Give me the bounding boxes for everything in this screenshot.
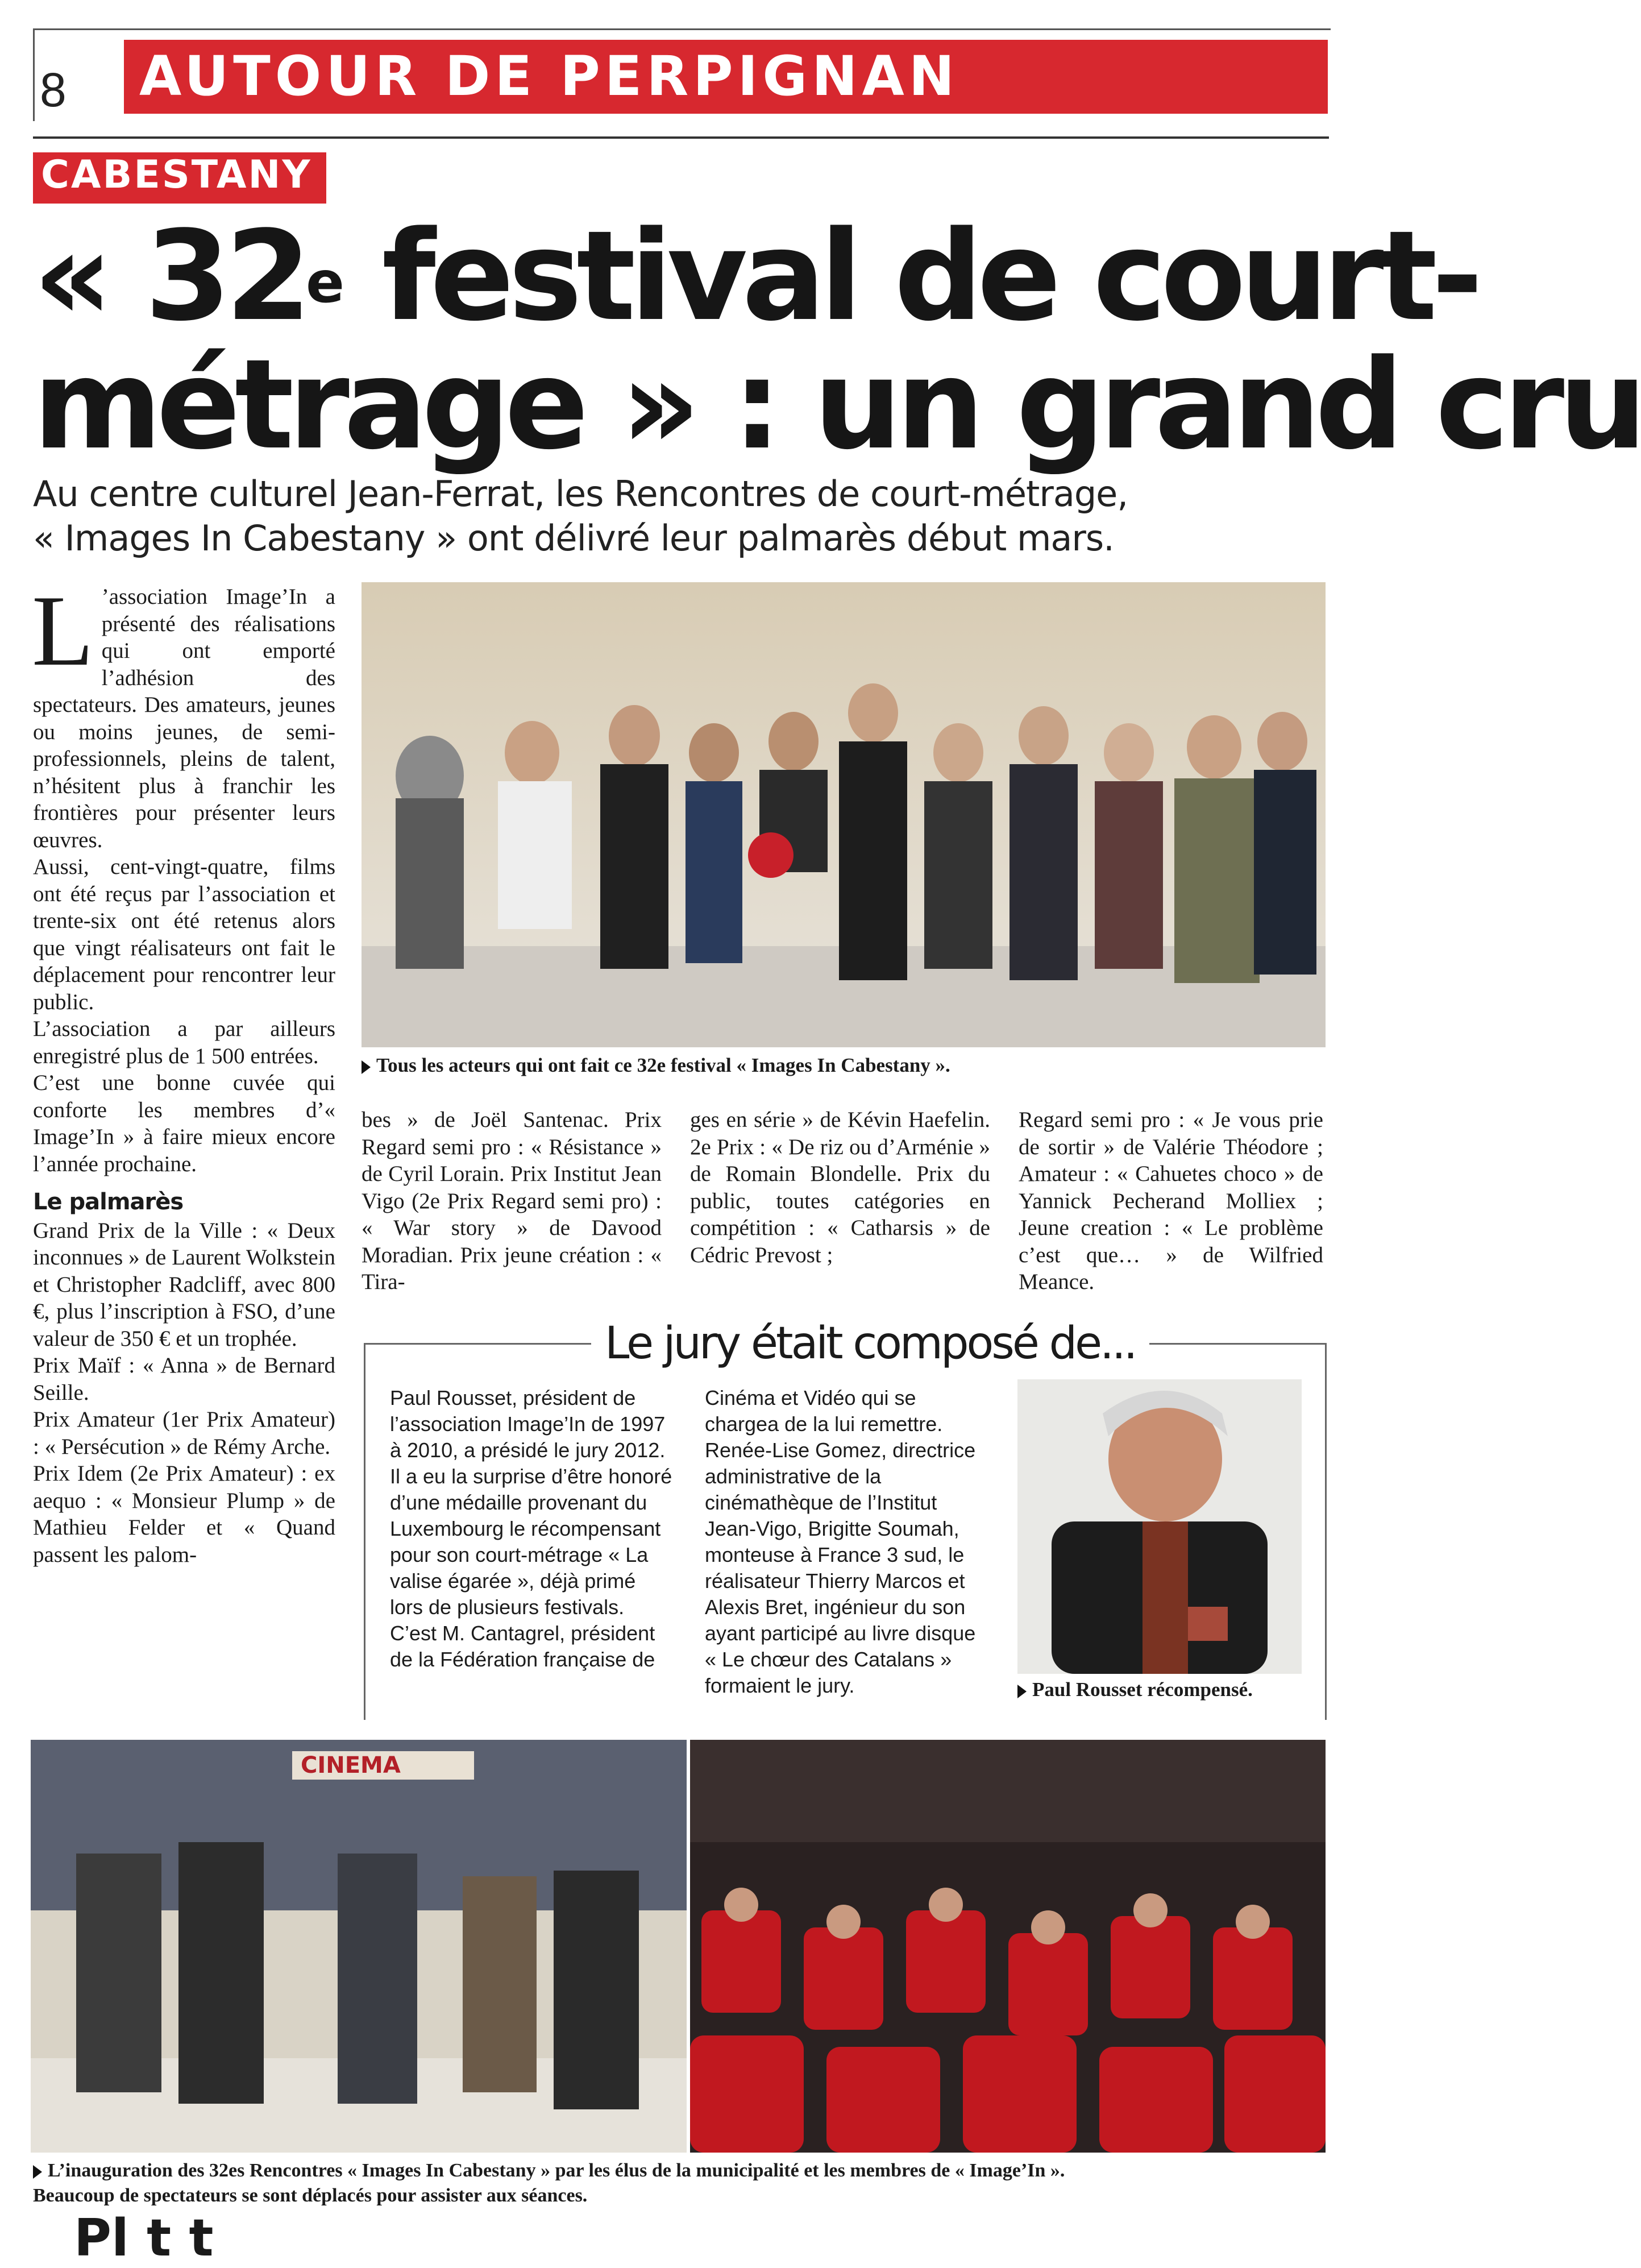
section-title: AUTOUR DE PERPIGNAN xyxy=(139,44,959,108)
intro-paragraph-4: C’est une bonne cuvée qui conforte les membres d’« Image’In » à faire mieux encore l’année prochaine. xyxy=(33,1071,335,1176)
standfirst: Au centre culturel Jean-Ferrat, les Rencontres de court-métrage, « Images In Cabestany » ont délivré leur palmarès début mars. xyxy=(33,473,1128,559)
article-body-column-3: ges en série » de Kévin Haefelin. 2e Prix : « De riz ou d’Arménie » de Romain Blondelle. Prix du public, toutes catégories en compétition : « Catharsis » de Cédric Prevost ; xyxy=(690,1108,990,1267)
jury-box-title: Le jury était composé de... xyxy=(591,1318,1149,1369)
next-article-headline-fragment: Pl t t xyxy=(74,2208,214,2268)
page-number: 8 xyxy=(40,63,67,117)
jury-president-photo xyxy=(1017,1379,1302,1674)
palmares-item: Prix Idem (2e Prix Amateur) : ex aequo : « Monsieur Plump » de Mathieu Felder et « Quand passent les palom- xyxy=(33,1461,335,1567)
palmares-heading: Le palmarès xyxy=(33,1189,184,1215)
jury-text-column-1: Paul Rousset, président de l’association Image’In de 1997 à 2010, a présidé le jury 2012. Il a eu la surprise d’être honoré d’une médaille provenant du Luxembourg le récompensant pour son court-métrage « La valise égarée », déjà primé lors de plusieurs festivals. C’est M. Cantagrel, président de la Fédération française de xyxy=(390,1386,672,1671)
jury-photo-caption: Paul Rousset récompensé. xyxy=(1017,1677,1253,1702)
audience-photo xyxy=(690,1740,1326,2153)
drop-cap: L xyxy=(32,574,94,687)
bottom-photos-caption: L’inauguration des 32es Rencontres « Images In Cabestany » par les élus de la municipalité et les membres de « Image’In ». Beaucoup de spectateurs se sont déplacés pour assister aux séances. xyxy=(33,2160,1065,2206)
group-photo xyxy=(362,582,1326,1047)
palmares-item: Prix Amateur (1er Prix Amateur) : « Persécution » de Rémy Arche. xyxy=(33,1407,335,1459)
headline-line-2: métrage » : un grand cru xyxy=(33,333,1641,477)
cinema-sign: CINEMA xyxy=(301,1752,401,1778)
article-body-column-2: bes » de Joël Santenac. Prix Regard semi pro : « Résistance » de Cyril Lorain. Prix Institut Jean Vigo (2e Prix Regard semi pro) : « War story » de Davood Moradian. Prix jeune création : « Tira- xyxy=(362,1108,662,1294)
article-body-column-4: Regard semi pro : « Je vous prie de sortir » de Valérie Théodore ; Amateur : « Cahuetes choco » de Yannick Pecherand Molliex ; Jeune creation : « Le problème c’est que… » de Wilfried Meance. xyxy=(1019,1108,1323,1294)
article-body-column-1 xyxy=(32,574,335,1568)
caption-arrow-icon xyxy=(33,2165,42,2179)
location-tag: CABESTANY xyxy=(41,152,312,197)
caption-arrow-icon xyxy=(362,1060,371,1074)
palmares-item: Grand Prix de la Ville : « Deux inconnues » de Laurent Wolkstein et Christopher Radcliff, avec 800 €, plus l’inscription à FSO, d’une valeur de 350 € et un trophée. xyxy=(33,1218,335,1351)
caption-arrow-icon xyxy=(1017,1685,1027,1698)
palmares-item: Prix Maïf : « Anna » de Bernard Seille. xyxy=(33,1353,335,1405)
intro-paragraph-1: ’association Image’In a présenté des réalisations qui ont emporté l’adhésion des spectateurs. Des amateurs, jeunes ou moins jeunes, de semi-professionnels, pleins de talent, n’hésitent plus à franchir les frontières pour présenter leurs œuvres. xyxy=(33,584,335,852)
inauguration-photo xyxy=(31,1740,687,2153)
intro-paragraph-2: Aussi, cent-vingt-quatre, films ont été reçus par l’association et trente-six ont été retenus alors que vingt réalisateurs ont fait le déplacement pour rencontrer leur public. xyxy=(33,855,335,1014)
header-rule xyxy=(33,136,1329,139)
jury-text-column-2: Cinéma et Vidéo qui se chargea de la lui remettre. Renée-Lise Gomez, directrice administrative de la cinémathèque de l’Institut Jean-Vigo, Brigitte Soumah, monteuse à France 3 sud, le réalisateur Thierry Marcos et Alexis Bret, ingénieur du son ayant participé au livre disque « Le chœur des Catalans » formaient le jury. xyxy=(705,1386,976,1697)
headline-line-1: « 32e festival de court- xyxy=(33,205,1478,349)
intro-paragraph-3: L’association a par ailleurs enregistré plus de 1 500 entrées. xyxy=(33,1017,335,1068)
group-photo-caption: Tous les acteurs qui ont fait ce 32e festival « Images In Cabestany ». xyxy=(362,1053,950,1078)
